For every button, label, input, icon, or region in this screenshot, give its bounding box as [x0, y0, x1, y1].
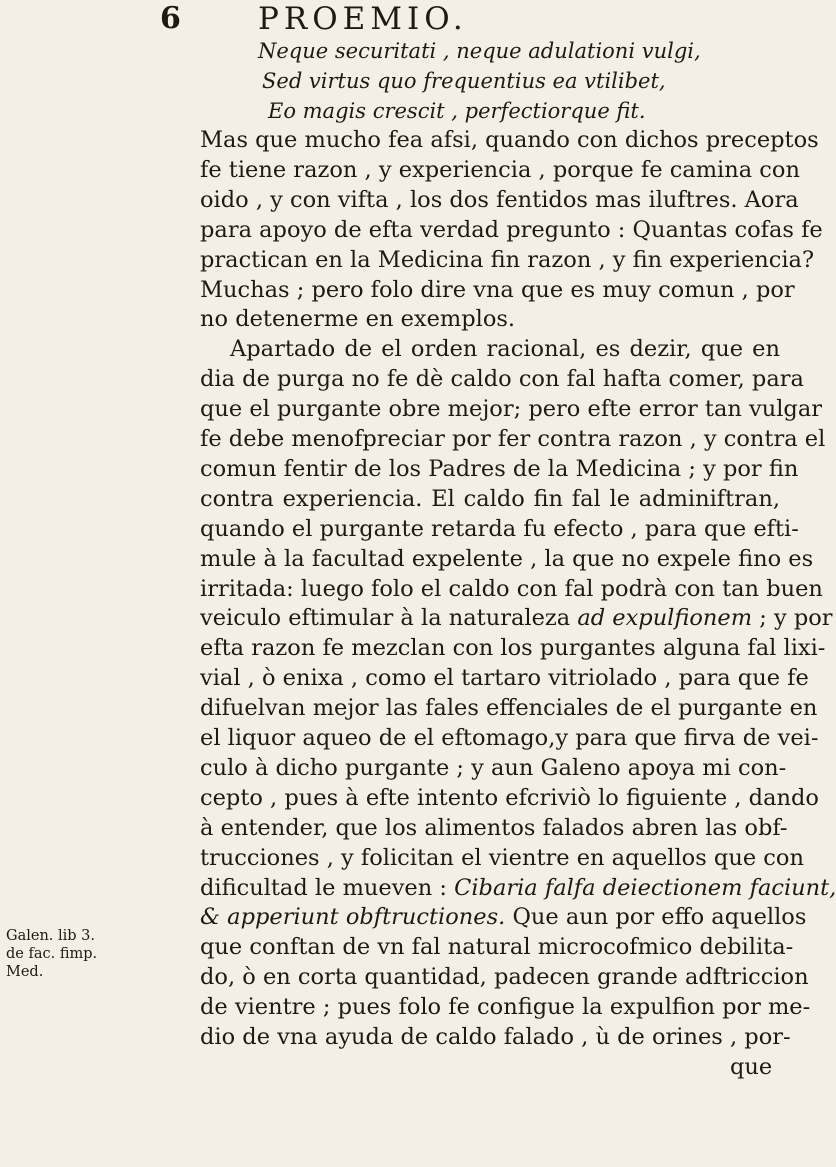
text-segment: culo à dicho purgante ; y aun Galeno apoya mi con- — [200, 754, 787, 781]
text-segment: ; y por — [752, 605, 833, 632]
italic-text: ad expulfionem — [577, 605, 753, 632]
catchword — [730, 1053, 780, 1081]
text-segment: que conftan de vn fal natural microcofmico debilita- — [200, 934, 794, 961]
text-segment: dia de purga no fe dè caldo con fal hafta comer, para — [200, 366, 804, 393]
text-segment: cepto , pues à efte intento efcriviò lo figuiente , dando — [200, 784, 819, 811]
italic-text: & apperiunt obftructiones. — [200, 904, 506, 931]
text-line — [200, 305, 780, 333]
text-segment: vial , ò enixa , como el tartaro vitriolado , para que fe — [200, 665, 809, 692]
text-line — [200, 186, 799, 214]
text-segment: que — [730, 1053, 773, 1080]
text-line — [200, 903, 807, 931]
text-segment: veiculo eftimular à la naturaleza — [200, 605, 578, 632]
text-line — [200, 545, 814, 573]
text-line — [200, 694, 818, 722]
text-line — [200, 814, 788, 842]
text-line — [200, 664, 809, 692]
italic-text: Cibaria falfa deiectionem faciunt, — [454, 874, 836, 901]
text-segment: irritada: luego folo el caldo con fal podrà con tan buen — [200, 575, 823, 602]
text-segment: fe debe menofpreciar por fer contra razon , y contra el — [200, 426, 826, 452]
text-line — [200, 365, 804, 393]
text-segment: practican en la Medicina fin razon , y fin experiencia? — [200, 246, 815, 273]
text-segment: de vientre ; pues folo fe configue la expulfion por me- — [200, 994, 811, 1021]
text-line — [200, 1023, 791, 1051]
text-line — [200, 276, 795, 304]
running-title: PROEMIO. — [258, 1, 468, 37]
text-line — [200, 246, 815, 274]
text-segment: no detenerme en exemplos. — [200, 306, 516, 333]
epigraph-line: Sed virtus quo frequentius ea vtilibet, — [262, 69, 666, 93]
text-segment: à entender, que los alimentos falados abren las obf- — [200, 814, 788, 841]
text-line — [200, 515, 799, 543]
text-segment: dificultad le mueven : — [200, 874, 455, 901]
text-segment: contra experiencia. El caldo fin fal le adminiftran, — [200, 485, 780, 512]
text-line — [200, 395, 823, 423]
text-segment: comun fentir de los Padres de la Medicina ; y por fin — [200, 455, 799, 482]
text-line — [200, 724, 819, 752]
text-segment: dio de vna ayuda de caldo falado , ù de orines , por- — [200, 1024, 791, 1050]
text-line — [200, 455, 799, 483]
text-line — [200, 425, 826, 453]
page-header — [0, 0, 800, 40]
text-line — [200, 784, 819, 812]
text-line — [200, 634, 826, 662]
text-line — [200, 575, 823, 603]
text-segment: Muchas ; pero folo dire vna que es muy comun , por — [200, 276, 795, 303]
text-line — [230, 335, 780, 363]
epigraph-line: Neque securitati , neque adulationi vulgi, — [258, 39, 701, 63]
text-line — [200, 963, 809, 991]
side-note-line: Med. — [6, 964, 44, 980]
text-line — [200, 844, 804, 872]
text-segment: Apartado de el orden racional, es dezir, que en — [230, 336, 780, 363]
text-segment: difuelvan mejor las fales effenciales de el purgante en — [200, 695, 818, 722]
text-segment: efta razon fe mezclan con los purgantes alguna fal lixi- — [200, 635, 826, 662]
text-segment: Que aun por effo aquellos — [505, 904, 807, 931]
side-note-line: de fac. fimp. — [6, 946, 98, 962]
text-segment: fe tiene razon , y experiencia , porque fe camina con — [200, 156, 800, 183]
text-segment: oido , y con vifta , los dos fentidos mas iluftres. Aora — [200, 186, 799, 213]
text-line — [200, 604, 833, 632]
text-segment: Mas que mucho fea afsi, quando con dichos preceptos — [200, 127, 819, 153]
page-number: 6 — [160, 1, 181, 36]
text-segment: que el purgante obre mejor; pero efte error tan vulgar — [200, 396, 823, 423]
epigraph-line: Eo magis crescit , perfectiorque fit. — [268, 99, 646, 123]
text-line — [200, 993, 811, 1021]
text-line — [200, 933, 794, 961]
text-segment: para apoyo de efta verdad pregunto : Quantas cofas fe — [200, 216, 823, 243]
text-segment: trucciones , y folicitan el vientre en aquellos que con — [200, 844, 804, 871]
text-segment: mule à la facultad expelente , la que no expele fino es — [200, 545, 814, 572]
text-line — [200, 126, 819, 154]
text-segment: quando el purgante retarda fu efecto , para que efti- — [200, 515, 799, 542]
side-note-line: Galen. lib 3. — [6, 928, 96, 944]
text-segment: do, ò en corta quantidad, padecen grande adftriccion — [200, 964, 809, 991]
text-line — [200, 754, 787, 782]
text-segment: el liquor aqueo de el eftomago,y para que firva de vei- — [200, 725, 819, 751]
text-line — [200, 156, 800, 184]
text-line — [200, 485, 780, 513]
text-line — [200, 874, 836, 902]
text-line — [200, 216, 823, 244]
